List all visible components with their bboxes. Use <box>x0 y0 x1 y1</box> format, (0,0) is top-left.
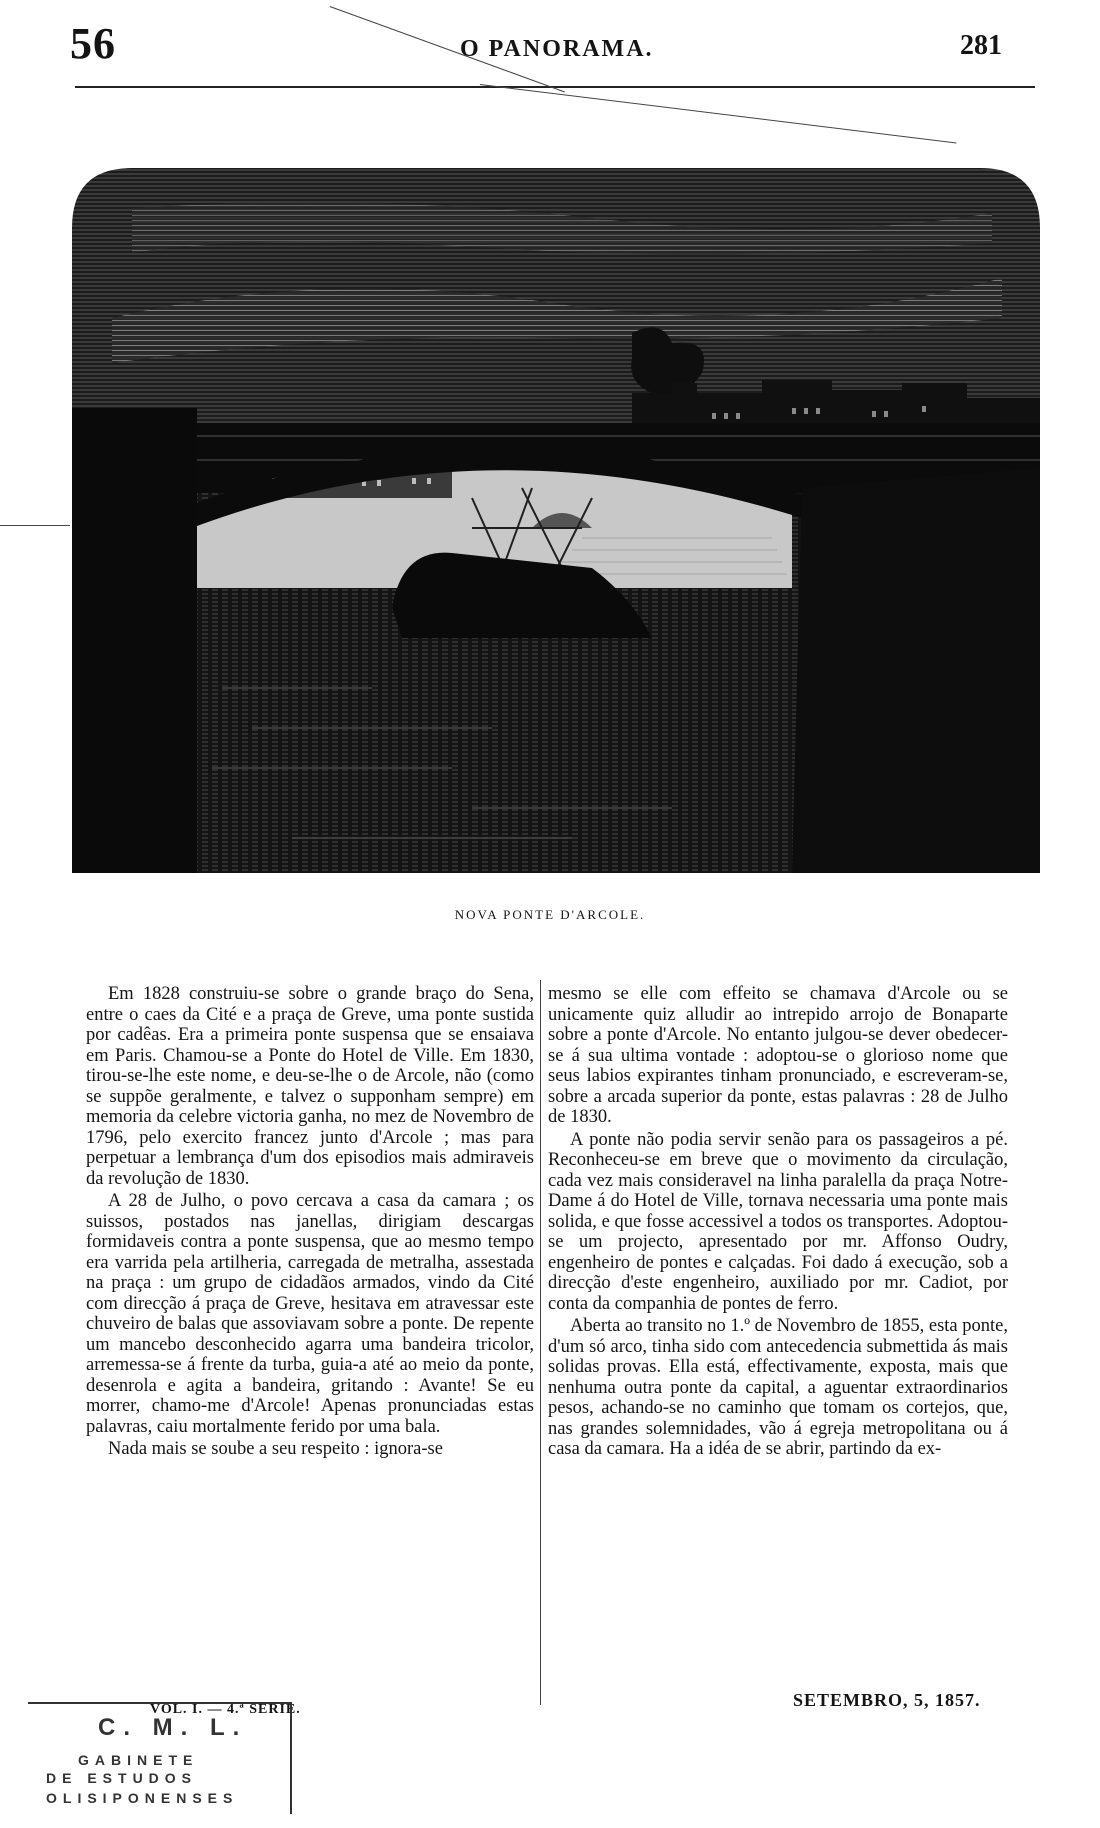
stamp-line: C. M. L. <box>98 1714 248 1741</box>
figure-caption: NOVA PONTE D'ARCOLE. <box>454 907 646 922</box>
stamp-line: OLISIPONENSES <box>46 1790 239 1806</box>
paragraph: A 28 de Julho, o povo cercava a casa da camara ; os suissos, postados nas janellas, dirigiam descargas formidaveis contra a ponte suspensa, que ao mesmo tempo era varrida pela artilheria, carregada de metralha, assestada na praça : um grupo de cidadãos armados, vindo da Cité com direcção á praça de Greve, hesitava em atravessar este chuveiro de balas que assoviavam sobre a ponte. De repente um mancebo desconhecido agarra uma bandeira tricolor, arremessa-se á frente da turba, guia-a até ao meio da ponte, desenrola e agita a bandeira, gritando : Avante! Se eu morrer, chamo-me d'Arcole! Apenas pronunciadas estas palavras, caiu mortalmente ferido por uma bala. <box>86 1191 534 1437</box>
paragraph: mesmo se elle com effeito se chamava d'Arcole ou se unicamente quiz alludir ao intrepido arrojo de Bonaparte sobre a ponte d'Arcole. No entanto julgou-se dever obedecer-se á sua ultima vontade : adoptou-se o glorioso nome que seus labios expirantes tinham pronunciado, e escreveram-se, sobre a arcada superior da ponte, estas palavras : 28 de Julho de 1830. <box>548 984 1008 1127</box>
scan-mark <box>480 84 957 143</box>
stamp-line: GABINETE <box>78 1752 199 1768</box>
paragraph: A ponte não podia servir senão para os passageiros a pé. Reconheceu-se em breve que o movimento da circulação, cada vez mais consideravel na linha paralella da praça Notre-Dame á do Hotel de Ville, tornava necessaria uma ponte mais solida, e que fosse accessivel a todos os transportes. Adoptou-se um projecto, apresentado por mr. Affonso Oudry, engenheiro de pontes e calçadas. Foi dado á execução, sob a direcção d'este engenheiro, auxiliado por mr. Cadiot, por conta da companhia de pontes de ferro. <box>548 1129 1008 1314</box>
scan-mark <box>0 525 70 526</box>
paragraph: Aberta ao transito no 1.º de Novembro de 1855, esta ponte, d'um só arco, tinha sido com antecedencia submettida ás mais solidas provas. Ella está, effectivamente, exposta, mais que nenhuma outra ponte da capital, a aguentar extraordinarios pesos, achando-se no caminho que tomam os cortejos, que, nas grandes solemnidades, vão á egreja metropolitana ou á casa da camara. Ha a idéa de se abrir, partindo da ex- <box>548 1316 1008 1459</box>
page-number-right: 281 <box>960 30 1002 61</box>
article-column-right <box>548 984 1008 1460</box>
stamp-line: DE ESTUDOS <box>46 1770 198 1786</box>
page-number-left: 56 <box>70 19 116 68</box>
volume-signature: VOL. I. — 4.ª SERIE. <box>150 1702 301 1717</box>
paragraph: Nada mais se soube a seu respeito : ignora-se <box>108 1439 443 1459</box>
paragraph: Em 1828 construiu-se sobre o grande braço do Sena, entre o caes da Cité e a praça de Greve, uma ponte sustida por cadêas. Era a primeira ponte suspensa que se ensaiava em Paris. Chamou-se a Ponte do Hotel de Ville. Em 1830, tirou-se-lhe este nome, e deu-se-lhe o de Arcole, não (como se suppõe geralmente, e talvez o supponham sempre) em memoria da celebre victoria ganha, no mez de Novembro de 1796, pelo exercito francez junto d'Arcole ; mas para perpetuar a lembrança d'um dos episodios mais admiraveis da revolução de 1830. <box>86 984 534 1189</box>
issue-date: SETEMBRO, 5, 1857. <box>793 1690 981 1710</box>
bridge-engraving <box>72 168 1040 873</box>
article-column-left <box>86 984 534 1460</box>
journal-title: O PANORAMA. <box>460 36 654 62</box>
library-stamp <box>28 1702 292 1814</box>
column-divider <box>540 980 541 1705</box>
